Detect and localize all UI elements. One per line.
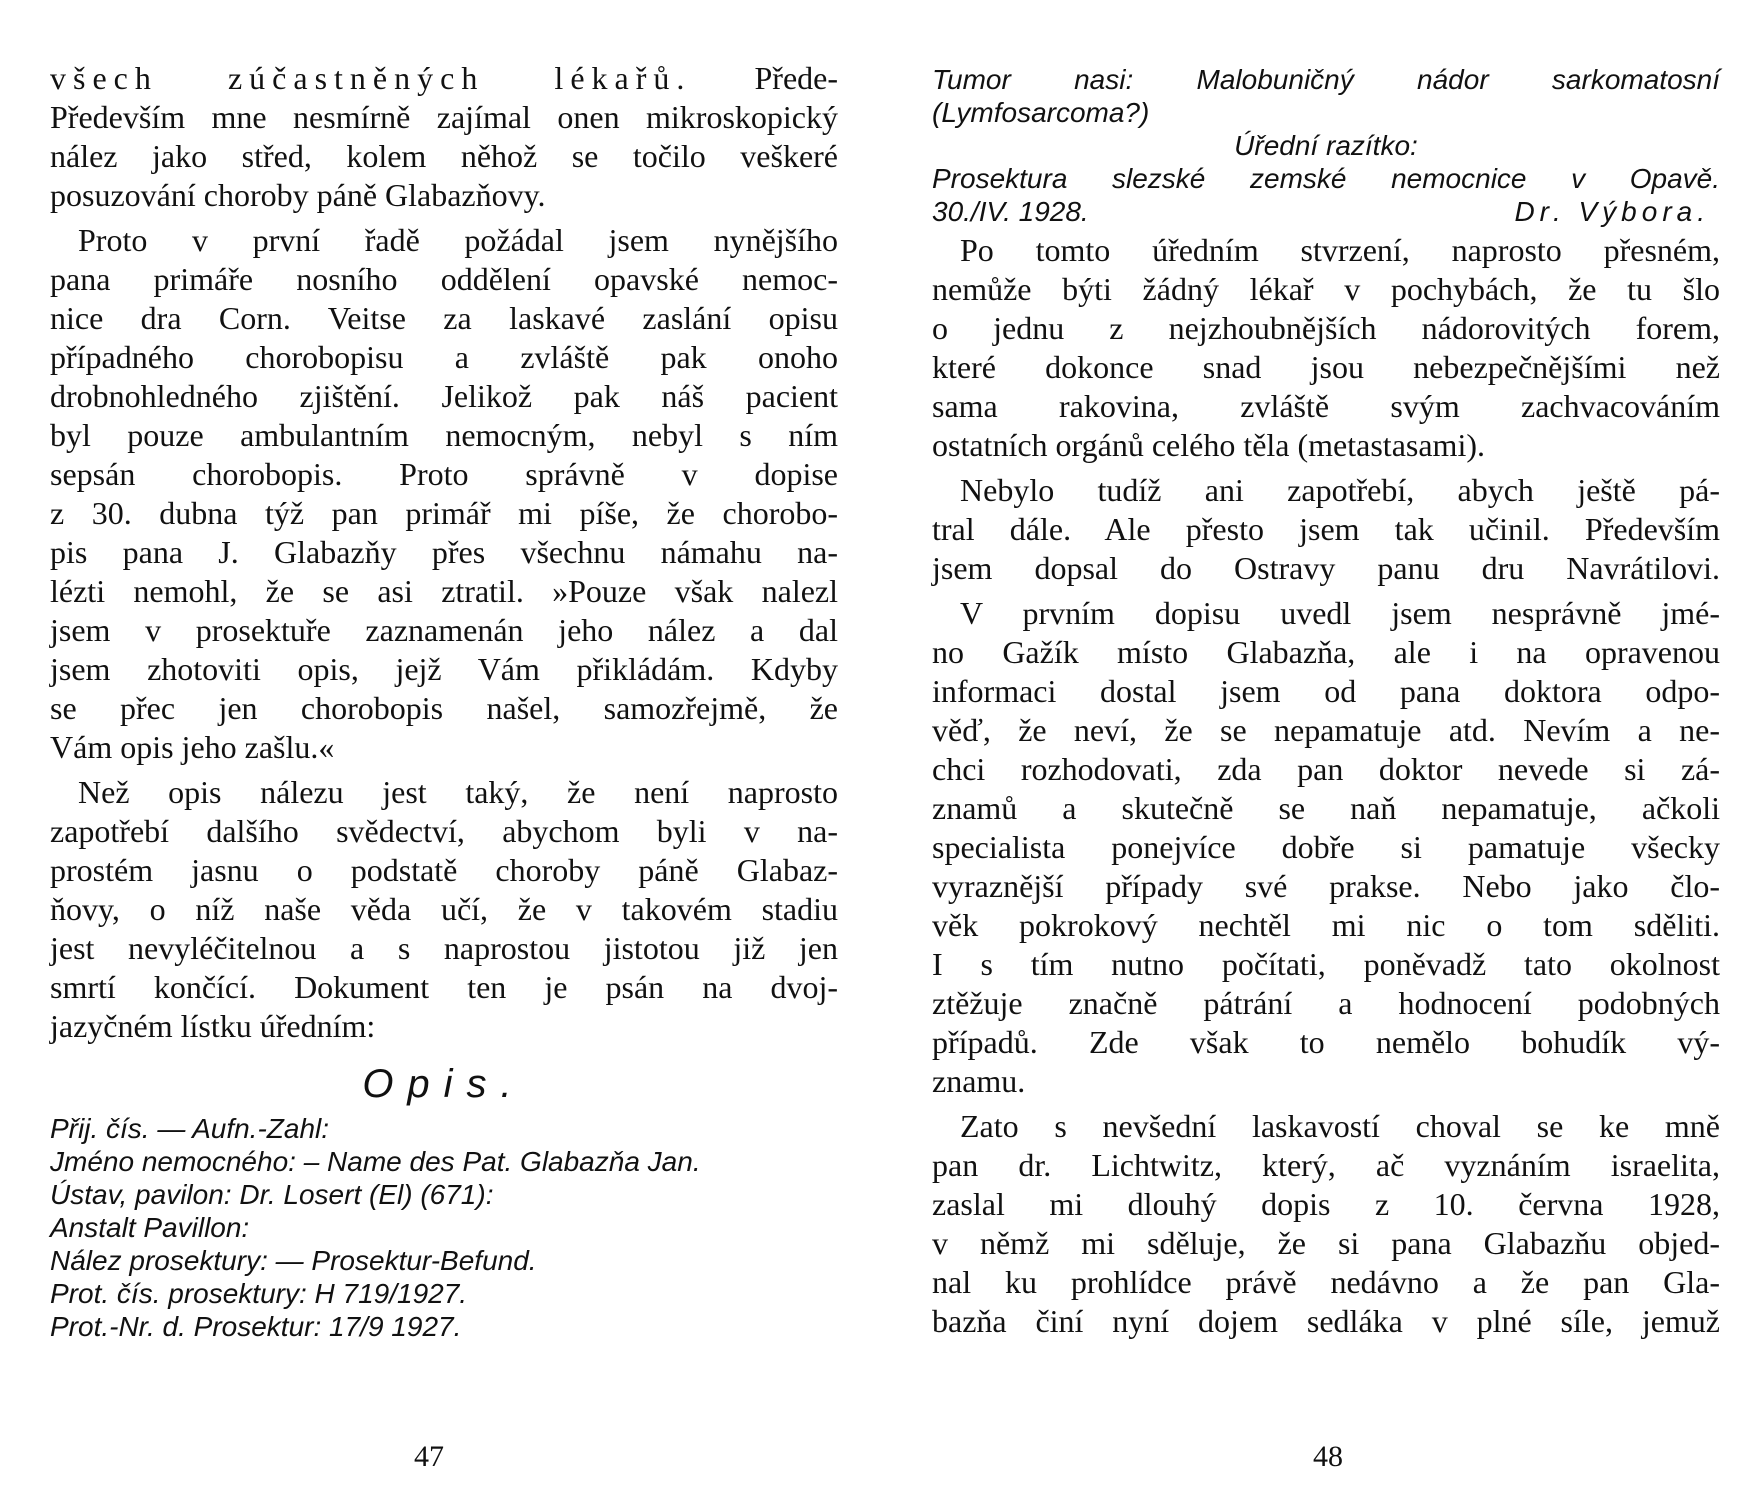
text-line: Vám opis jeho zašlu.«: [50, 729, 335, 765]
text-line: jazyčném lístku úředním:: [50, 1008, 376, 1044]
text-line: pis pana J. Glabazňy přes všechnu námahu na-: [50, 534, 838, 570]
text-line: pan dr. Lichtwitz, který, ač vyznáním israelita,: [932, 1147, 1720, 1183]
stamp-signature: Dr. Výbora.: [1514, 196, 1710, 227]
spaced-text: všech zúčastněných lékařů.: [50, 60, 692, 96]
text-line: posuzování choroby páně Glabazňovy.: [50, 177, 546, 213]
text-line: sama rakovina, zvláště svým zachvacováním: [932, 388, 1720, 424]
text-line: se přec jen chorobopis našel, samozřejmě, že: [50, 690, 838, 726]
text-line: V prvním dopisu uvedl jsem nesprávně jmé-: [960, 595, 1720, 631]
text-line: jsem dopsal do Ostravy panu dru Navrátilovi.: [932, 550, 1720, 586]
document-line: (Lymfosarcoma?): [932, 97, 1150, 128]
text-line: nal ku prohlídce právě nedávno a že pan Gla-: [932, 1264, 1720, 1300]
text-line: zapotřebí dalšího svědectví, abychom byli v na-: [50, 813, 838, 849]
document-line: Přij. čís. — Aufn.-Zahl:: [50, 1113, 330, 1144]
document-line: Tumor nasi: Malobuničný nádor sarkomatosní: [932, 64, 1720, 95]
text-fragment: Přede-: [754, 60, 839, 96]
stamp-date-line: [932, 198, 1720, 226]
text-line: smrtí končící. Dokument ten je psán na dvoj-: [50, 969, 838, 1005]
page-number: 47: [414, 1440, 444, 1473]
text-line: jsem v prosektuře zaznamenán jeho nález a dal: [50, 612, 838, 648]
text-line: znamů a skutečně se naň nepamatuje, ačkoli: [932, 790, 1720, 826]
text-line: věk pokrokový nechtěl mi nic o tom sděliti.: [932, 907, 1720, 943]
text-line: o jednu z nejzhoubnějších nádorovitých forem,: [932, 310, 1720, 346]
document-line: Ústav, pavilon: Dr. Losert (El) (671):: [50, 1179, 494, 1210]
opis-heading: Opis.: [362, 1062, 526, 1106]
page-number: 48: [1313, 1440, 1343, 1473]
text-line: pana primáře nosního oddělení opavské nemoc-: [50, 261, 838, 297]
text-line: nález jako střed, kolem něhož se točilo veškeré: [50, 138, 838, 174]
text-line: Zato s nevšední laskavostí choval se ke mně: [960, 1108, 1720, 1144]
text-line: z 30. dubna týž pan primář mi píše, že chorobo-: [50, 495, 838, 531]
text-line: Nebylo tudíž ani zapotřebí, abych ještě pá-: [960, 472, 1720, 508]
right-page: [878, 0, 1756, 1500]
text-line: jest nevyléčitelnou a s naprostou jistotou již jen: [50, 930, 838, 966]
text-line: Po tomto úředním stvrzení, naprosto přesném,: [960, 232, 1720, 268]
text-line: jsem zhotoviti opis, jejž Vám přikládám. Kdyby: [50, 651, 838, 687]
text-line: případů. Zde však to nemělo bohudík vý-: [932, 1024, 1720, 1060]
text-line: které dokonce snad jsou nebezpečnějšími než: [932, 349, 1720, 385]
text-line: zaslal mi dlouhý dopis z 10. června 1928,: [932, 1186, 1720, 1222]
text-line: sepsán chorobopis. Proto správně v dopise: [50, 456, 838, 492]
stamp-date: 30./IV. 1928.: [932, 196, 1089, 227]
text-line: ztěžuje značně pátrání a hodnocení podobných: [932, 985, 1720, 1021]
stamp-line: Prosektura slezské zemské nemocnice v Opavě.: [932, 163, 1720, 194]
text-line: v němž mi sděluje, že si pana Glabazňu objed-: [932, 1225, 1720, 1261]
text-line: nemůže býti žádný lékař v pochybách, že tu šlo: [932, 271, 1720, 307]
document-line: Anstalt Pavillon:: [50, 1212, 250, 1243]
text-line: případného chorobopisu a zvláště pak onoho: [50, 339, 838, 375]
text-line: [50, 62, 838, 94]
stamp-label: Úřední razítko:: [1234, 130, 1418, 161]
text-line: no Gažík místo Glabazňa, ale i na opravenou: [932, 634, 1720, 670]
text-line: ostatních orgánů celého těla (metastasami).: [932, 427, 1485, 463]
text-line: drobnohledného zjištění. Jelikož pak náš pacient: [50, 378, 838, 414]
text-line: chci rozhodovati, zda pan doktor nevede si zá-: [932, 751, 1720, 787]
text-line: prostém jasnu o podstatě choroby páně Glabaz-: [50, 852, 838, 888]
text-line: specialista ponejvíce dobře si pamatuje všecky: [932, 829, 1720, 865]
document-line: Prot.-Nr. d. Prosektur: 17/9 1927.: [50, 1311, 462, 1342]
text-line: byl pouze ambulantním nemocným, nebyl s ním: [50, 417, 838, 453]
text-line: Než opis nálezu jest taký, že není naprosto: [78, 774, 838, 810]
text-line: ňovy, o níž naše věda učí, že v takovém stadiu: [50, 891, 838, 927]
text-line: tral dále. Ale přesto jsem tak učinil. Především: [932, 511, 1720, 547]
text-line: znamu.: [932, 1063, 1026, 1099]
document-line: Jméno nemocného: – Name des Pat. Glabazňa Jan.: [50, 1146, 701, 1177]
text-line: věď, že neví, že se nepamatuje atd. Nevím a ne-: [932, 712, 1720, 748]
text-line: informaci dostal jsem od pana doktora odpo-: [932, 673, 1720, 709]
text-line: bazňa činí nyní dojem sedláka v plné síle, jemuž: [932, 1303, 1720, 1339]
document-line: Prot. čís. prosektury: H 719/1927.: [50, 1278, 468, 1309]
text-line: I s tím nutno počítati, poněvadž tato okolnost: [932, 946, 1720, 982]
text-line: Proto v první řadě požádal jsem nynějšího: [78, 222, 838, 258]
document-line: Nález prosektury: — Prosektur-Befund.: [50, 1245, 537, 1276]
text-line: lézti nemohl, že se asi ztratil. »Pouze však nalezl: [50, 573, 838, 609]
text-line: Především mne nesmírně zajímal onen mikroskopický: [50, 99, 838, 135]
text-line: vyraznější případy své prakse. Nebo jako člo-: [932, 868, 1720, 904]
text-line: nice dra Corn. Veitse za laskavé zaslání opisu: [50, 300, 838, 336]
